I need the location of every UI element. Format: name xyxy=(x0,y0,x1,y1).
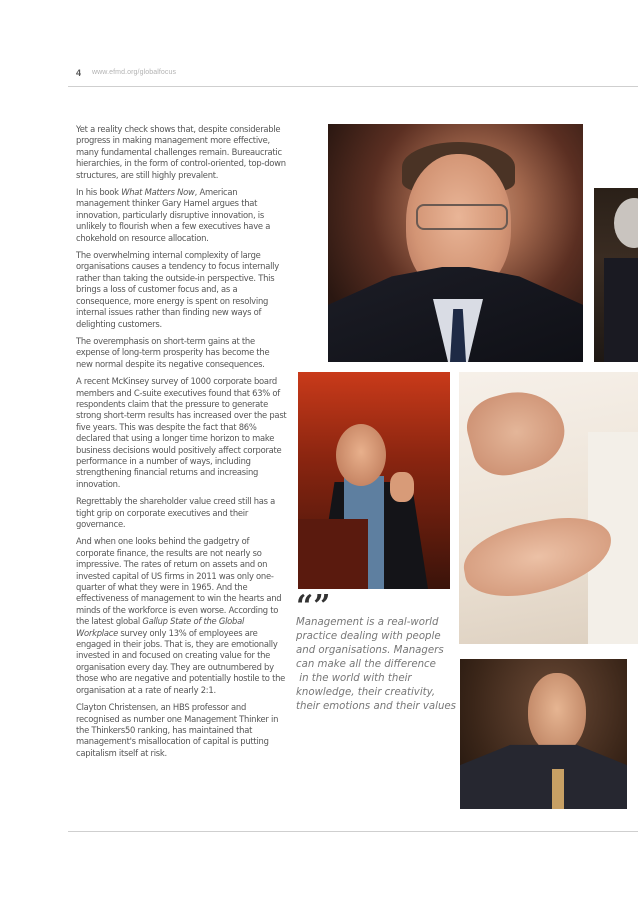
page-url[interactable]: www.efmd.org/globalfocus xyxy=(92,69,177,76)
quote-line: and organisations. Managers xyxy=(296,645,444,656)
paragraph-7-lead: And when one looks behind the gadgetry of corporate finance, the results are not nearly so impressive. The rates of return on assets and on invested capital of US firms in 2011 was only one-quarter of what they were in 1965. And the effectiveness of management to win the hearts and minds of the workforce is even worse. According to the latest global xyxy=(76,536,282,627)
paragraph-3: The overwhelming internal complexity of large organisations causes a tendency to focus internally rather than taking the outside-in perspective. This brings a loss of customer focus and, as a consequence, more energy is spent on resolving internal issues rather than finding new ways of delighting customers. xyxy=(76,250,279,329)
portrait-photo-smiling-man xyxy=(460,659,627,809)
quote-mark-icon: “” xyxy=(296,589,331,624)
face xyxy=(528,673,586,753)
quote-line: can make all the difference xyxy=(296,659,436,670)
glasses xyxy=(416,204,508,230)
hair xyxy=(614,198,638,248)
quote-line: in the world with their xyxy=(296,673,412,684)
paragraph-6: Regrettably the shareholder value creed still has a tight grip on corporate executives and their governance. xyxy=(76,496,276,529)
survey-title: Gallup State of the Global Workplace xyxy=(76,616,245,638)
book-title: What Matters Now xyxy=(121,187,195,198)
face xyxy=(336,424,386,486)
footer-rule xyxy=(68,831,638,832)
quote-line: Management is a real-world xyxy=(296,617,439,628)
quote-line: their emotions and their values xyxy=(296,701,456,712)
partial-portrait-photo xyxy=(594,188,638,362)
paragraph-5: A recent McKinsey survey of 1000 corporate board members and C-suite executives found that 63% of respondents claim that the pressure to generate strong short-term results has increased over the past five years. This was despite the fact that 86% declared that using a longer time horizon to make business decisions would positively affect corporate performance in a number of ways, including strengthening financial returns and increasing innovation. xyxy=(76,376,287,489)
speaker-photo xyxy=(298,372,450,589)
header-rule xyxy=(68,86,638,87)
pull-quote xyxy=(296,616,456,714)
paragraph-2 xyxy=(76,187,288,244)
page-number: 4 xyxy=(76,68,82,78)
paragraph-8: Clayton Christensen, an HBS professor and recognised as number one Management Thinker in the Thinkers50 ranking, has maintained that management's misallocation of capital is putting capitalism itself at risk. xyxy=(76,702,279,758)
tie xyxy=(552,769,564,809)
paragraph-7-rest: survey only 13% of employees are engaged in their jobs. That is, they are emotionally invested in and focused on creating value for the organisation every day. They are outnumbered by those who are negative and potentially hostile to the organisation at a rate of nearly 2:1. xyxy=(76,627,286,695)
paragraph-4: The overemphasis on short-term gains at the expense of long-term prosperity has become the new normal despite its negative consequences. xyxy=(76,335,270,369)
hand xyxy=(390,472,414,502)
suit xyxy=(460,742,627,810)
paragraph-1: Yet a reality check shows that, despite considerable progress in making management more effective, many fundamental challenges remain. Bureaucratic hierarchies, in the form of control-oriented, top-down structures, are still highly prevalent. xyxy=(76,124,286,180)
paragraph-7 xyxy=(76,536,288,696)
portrait-photo-glasses-man xyxy=(328,124,583,362)
paragraph-2-rest: , American management thinker Gary Hamel argues that innovation, particularly disruptive innovation, is unlikely to flourish when a few executives have a chokehold on resource allocation. xyxy=(76,187,271,243)
quote-line: knowledge, their creativity, xyxy=(296,687,436,698)
body-text-column xyxy=(76,124,288,765)
quote-line: practice dealing with people xyxy=(296,631,441,642)
paragraph-2-lead: In his book xyxy=(76,187,122,198)
podium xyxy=(298,519,368,589)
hands-photo xyxy=(459,372,638,644)
upper-hand xyxy=(460,381,572,483)
body xyxy=(604,258,638,362)
